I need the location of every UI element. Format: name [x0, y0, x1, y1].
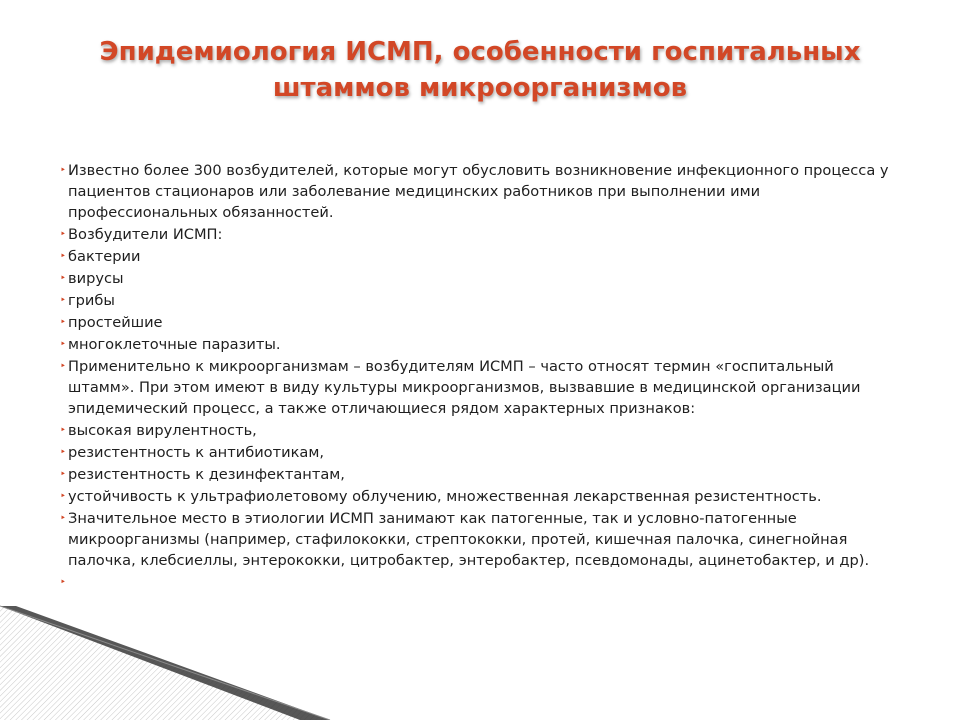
- bullet-marker-icon: ‣: [60, 513, 66, 524]
- bullet-marker-icon: ‣: [60, 251, 66, 262]
- bullet-item: [60, 290, 890, 311]
- bullet-marker-icon: ‣: [60, 295, 66, 306]
- bullet-text: многоклеточные паразиты.: [68, 336, 281, 353]
- bullet-text: высокая вирулентность,: [68, 422, 257, 439]
- bullet-text: Применительно к микроорганизмам – возбудителям ИСМП – часто относят термин «госпитальный штамм». При этом имеют в виду культуры микроорганизмов, вызвавшие в медицинской организации эпидемический процесс, а также отличающиеся рядом характерных признаков:: [68, 358, 861, 417]
- bullet-text: Значительное место в этиологии ИСМП занимают как патогенные, так и условно-патогенные микроорганизмы (например, стафилококки, стрептококки, протей, кишечная палочка, синегнойная палочка, клебсиеллы, энтерококки, цитробактер, энтеробактер, псевдомонады, ацинетобактер, и др).: [68, 510, 870, 569]
- bullet-marker-icon: ‣: [60, 273, 66, 284]
- corner-line: [0, 606, 330, 720]
- bullet-marker-icon: ‣: [60, 491, 66, 502]
- bullet-item: [60, 420, 890, 441]
- bullet-item-empty: [60, 572, 890, 593]
- bullet-item: [60, 268, 890, 289]
- bullet-text: вирусы: [68, 270, 124, 287]
- bullet-item: [60, 334, 890, 355]
- bullet-item: [60, 464, 890, 485]
- bullet-text: простейшие: [68, 314, 163, 331]
- bullet-item: [60, 246, 890, 267]
- bullet-item: [60, 508, 890, 571]
- corner-dark-band: [0, 606, 330, 720]
- bullet-marker-icon: ‣: [60, 361, 66, 372]
- bullet-marker-icon: ‣: [60, 229, 66, 240]
- bullet-text: бактерии: [68, 248, 141, 265]
- bullet-marker-icon: ‣: [60, 339, 66, 350]
- bullet-marker-icon: ‣: [60, 317, 66, 328]
- slide-title: Эпидемиология ИСМП, особенности госпитальных штаммов микроорганизмов: [99, 37, 861, 103]
- bullet-item: [60, 356, 890, 419]
- bullet-item: [60, 312, 890, 333]
- bullet-text: Возбудители ИСМП:: [68, 226, 223, 243]
- bullet-marker-icon: ‣: [60, 447, 66, 458]
- bullet-text: резистентность к антибиотикам,: [68, 444, 324, 461]
- bullet-item: [60, 442, 890, 463]
- bullet-text: резистентность к дезинфектантам,: [68, 466, 345, 483]
- bullet-text: устойчивость к ультрафиолетовому облучению, множественная лекарственная резистентность.: [68, 488, 822, 505]
- bullet-text: Известно более 300 возбудителей, которые могут обусловить возникновение инфекционного процесса у пациентов стационаров или заболевание медицинских работников при выполнении ими профессиональных обязанностей.: [68, 162, 889, 221]
- bullet-item: [60, 486, 890, 507]
- bullet-marker-icon: ‣: [60, 425, 66, 436]
- bullet-marker-icon: ‣: [60, 577, 66, 588]
- bullet-text: грибы: [68, 292, 115, 309]
- bullet-item: [60, 224, 890, 245]
- bullet-marker-icon: ‣: [60, 469, 66, 480]
- corner-hatch-shape: [0, 606, 330, 720]
- bullet-item: [60, 160, 890, 223]
- bullet-marker-icon: ‣: [60, 165, 66, 176]
- bullet-list: [60, 160, 890, 594]
- bullet-text: [68, 572, 890, 593]
